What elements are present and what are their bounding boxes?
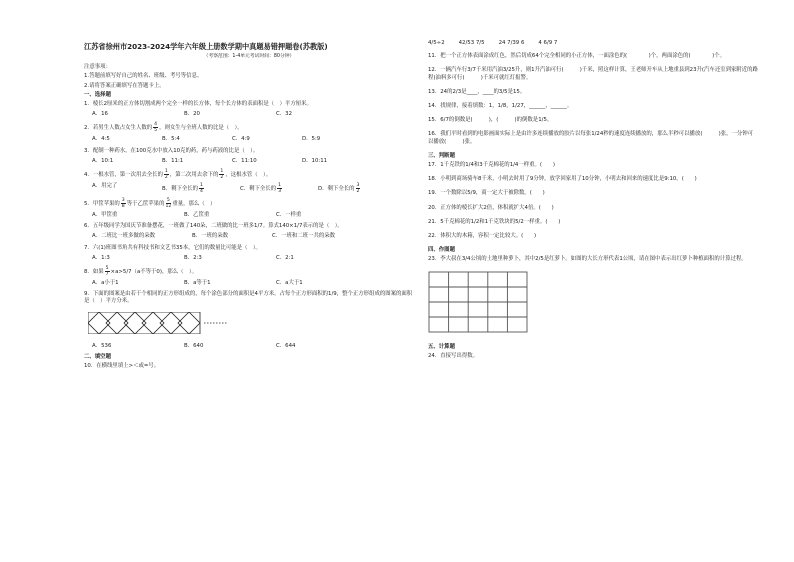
question-2: 2．若男生人数占女生人数的 $\frac{4}{5}$ ，则女生与全班人数的比是（ ）。 — [84, 122, 243, 134]
question-6: 6．五年级同学为国庆节准备摆花，一班做了140朵，二班做的比一班多1/7。算式140×1/7表示的是（ ）。 — [84, 223, 343, 230]
question-22: 22．体积大的木箱，容积一定比较大。( ) — [428, 233, 537, 240]
question-8: 8．如果 $\frac{5}{7}$ ×a>5/7（a不等于0)，那么（ ）。 — [84, 266, 197, 278]
notice-item-2: 2.请将答案正确填写在答题卡上。 — [84, 82, 165, 89]
question-23: 23．李大叔在3/4公顷的土地里种萝卜，其中2/5是红萝卜。如图的大长方形代表1公顷，请在图中表示出红萝卜种植面积的计算过程。 — [428, 256, 747, 263]
page-subtitle: （考察范围：1-4单元考试时间：80分钟） — [203, 54, 295, 59]
question-10: 10．在横线里填上>＜或=号。 — [84, 363, 160, 370]
section-fill: 二、填空题 — [84, 354, 111, 361]
question-3: 3．配制一种药水，在100克水中放入10克的药，药与药液的比是（ ）。 — [84, 147, 259, 154]
q3-options: A．10:1 B．11:1 C．11:10 D．10:11 — [92, 157, 328, 164]
question-13: 13．24的2/3是____，____的3/5是15。 — [428, 88, 526, 95]
q8-options: A．a小于1 B．a等于1 C．a大于1 — [92, 280, 303, 287]
section-judge: 三、判断题 — [428, 152, 455, 159]
question-5: 5．甲筐苹果的 $\frac{3}{8}$ 等于乙筐苹果的 $\frac{5}{12}$ 重量，那么（ ） — [84, 198, 216, 210]
question-12: 12．一辆汽车行3/7千米用汽油3/25升，则1升汽油可行( )千米，照这样计算，王老师开车从上地重县到23升(汽车还室到家附近的路程)油料多可行( )千米可就红灯报警。 — [428, 67, 758, 81]
right-column — [428, 40, 758, 367]
compare-expressions: 4/5÷2 42/53 7/5 24 7/39 6 4 6/9 7 — [428, 40, 558, 46]
question-20: 20．正方体的棱长扩大2倍，体积就扩大4倍。( ) — [428, 204, 554, 211]
q9-options: A．536 B．640 C．644 — [92, 342, 296, 349]
section-calc: 五、计算题 — [428, 343, 455, 350]
question-18: 18．小明到商场骑车8千米，小明去时用了9分钟，放学回家用了10分钟，小明去和回来的速度比是9:10。( ) — [428, 176, 697, 183]
question-17: 17．1千克铁的1/4和3千克棉花的1/4一样重。( ) — [428, 162, 555, 169]
question-1: 1．棱长2厘米的正方体切割成两个完全一样的长方体，每个长方体的表面积是（ ）平方厘米。 — [84, 101, 312, 108]
q4-options: A．用完了 B．剩下全长的 $\frac{1}{4}$ C．剩下全长的 $\frac{1}{3}$ D．剩下全长的 $\frac{3}{2}$ — [92, 183, 360, 195]
question-16: 16．我们平时看到的电影画面实际上是由许多连续播放的胶片以每张1/24秒的速度连续播放的，那么半秒可以播放( )张，一分钟可以播放( )张。 — [428, 131, 754, 145]
diamond-pattern-icon — [88, 312, 414, 337]
q7-options: A．1:3 B．2:3 C．2:1 — [92, 254, 294, 261]
left-column — [84, 36, 414, 373]
question-9: 9．下面的图案是由若干个相同的正方形组成的，每个涂色部分的面积是4平方米。占每个正方形面积的1/9，整个正方形组成的图案的面积是（ ）平方分米。 — [84, 291, 413, 305]
question-14: 14．找规律，接着填数：1，1/8，1/27，______，______。 — [428, 103, 573, 110]
question-11: 11．把一个正方体表面涂成红色，然后切成64个完全相同的小正方体，一面涂色的( )个，两面涂色的( )个。 — [428, 53, 726, 60]
question-24: 24．直接写出得数。 — [428, 353, 478, 360]
question-21: 21．5千克棉花的1/2和1千克铁块的5/2一样重。( ) — [428, 218, 561, 225]
question-19: 19．一个数除以5/9，商一定大于被除数。( ) — [428, 190, 545, 197]
question-4: 4．一根水管，第一次用去全长的 $\frac{1}{2}$ ，第二次用去余下的 $\frac{1}{2}$ ，这根水管（ ）。 — [84, 169, 272, 181]
q1-options: A．16 B．20 C．32 — [92, 111, 293, 118]
q6-options: A．二班比一班多做的朵数 B．一班的朵数 C．一班和二班一共的朵数 — [92, 233, 336, 240]
notice-heading: 注意事项： — [84, 64, 111, 71]
section-choice: 一、选择题 — [84, 91, 111, 98]
fraction: $\frac{4}{5}$ — [154, 122, 158, 134]
question-7: 7．六(1)班图书角共有科技书和文艺书35本，它们的数量比可能是（ ）。 — [84, 244, 261, 251]
q5-options: A．甲筐重 B．乙筐重 C．一样重 — [92, 212, 302, 219]
notice-item-1: 1.答题前填写好自己的姓名、班级、考号等信息。 — [84, 73, 203, 80]
section-draw: 四、作图题 — [428, 247, 455, 254]
page-title: 江苏省徐州市2023-2024学年六年级上册数学期中真题易错押题卷(苏教版) — [84, 42, 328, 51]
question-15: 15．6/7的倒数是( )，( )的倒数是1/5。 — [428, 117, 553, 124]
q2-options: A．4:5 B．5:4 C．4:9 D．5:9 — [92, 136, 321, 143]
grid-rectangle-icon — [428, 271, 758, 336]
